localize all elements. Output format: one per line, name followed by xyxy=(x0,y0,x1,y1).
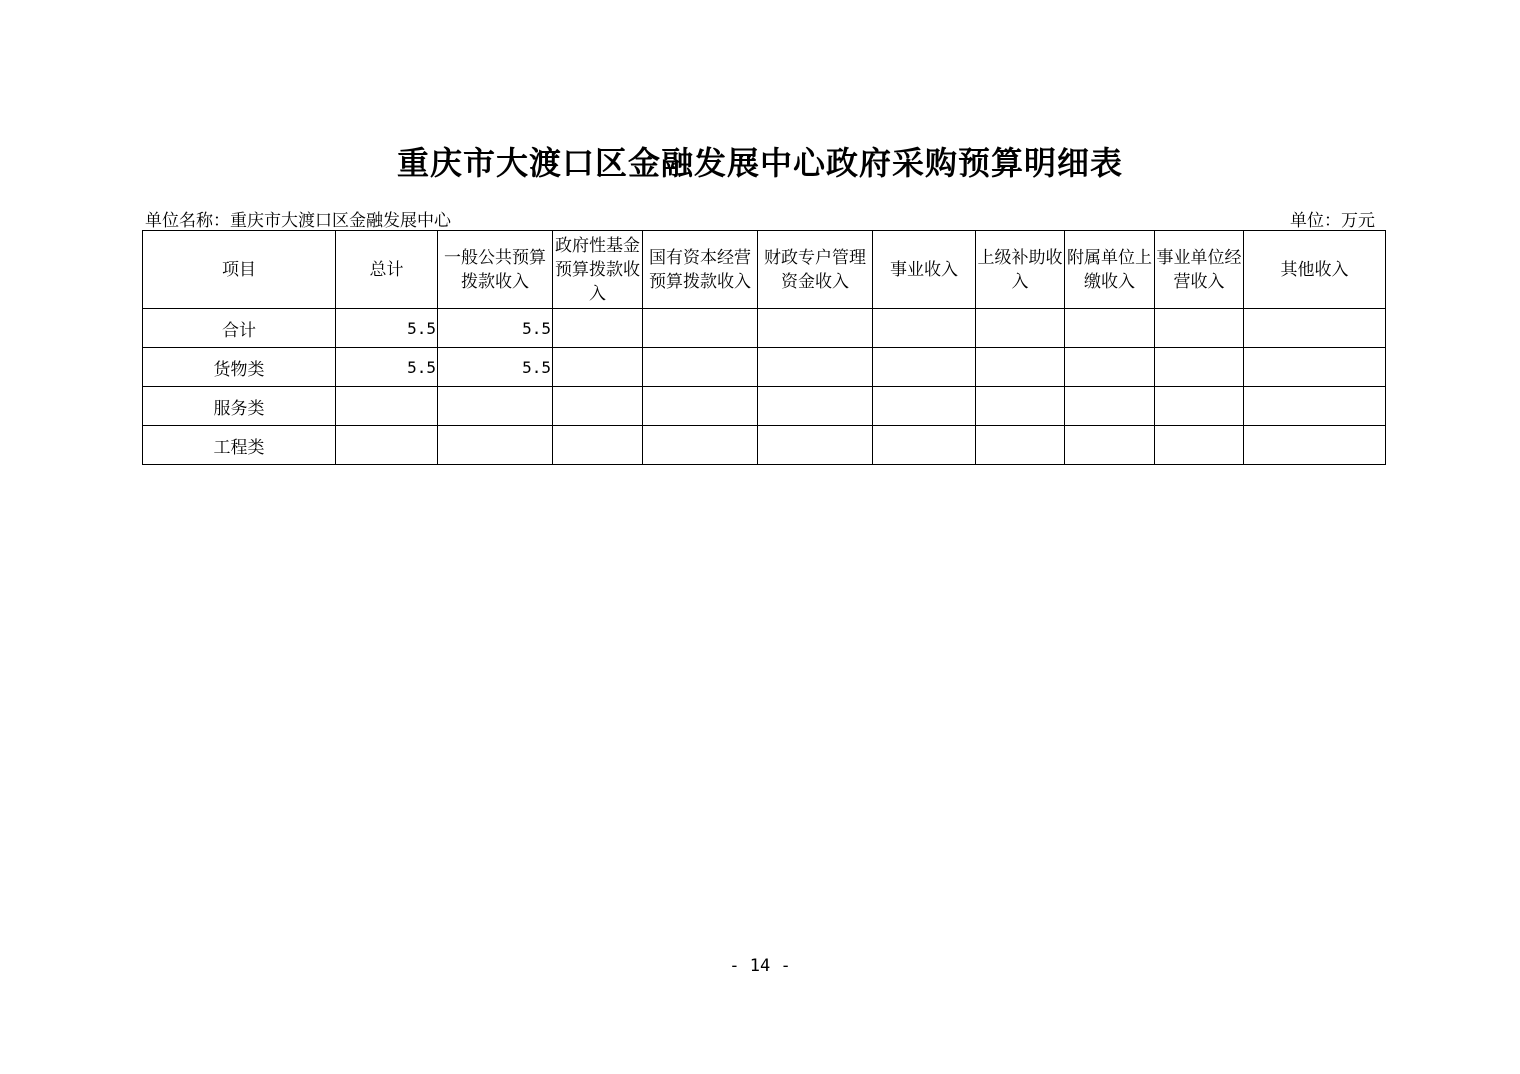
cell-gov-fund xyxy=(553,426,643,465)
cell-state-capital xyxy=(643,348,758,387)
cell-special-account xyxy=(758,387,873,426)
cell-superior-subsidy xyxy=(976,309,1065,348)
table-row xyxy=(143,387,1386,426)
header-state-capital: 国有资本经营预算拨款收入 xyxy=(643,231,758,309)
header-special-account: 财政专户管理资金收入 xyxy=(758,231,873,309)
table-row xyxy=(143,348,1386,387)
header-subordinate-remit: 附属单位上缴收入 xyxy=(1065,231,1155,309)
cell-operating-income xyxy=(1155,309,1244,348)
cell-subordinate-remit xyxy=(1065,387,1155,426)
page-title: 重庆市大渡口区金融发展中心政府采购预算明细表 xyxy=(396,144,1123,182)
cell-business-income xyxy=(873,348,976,387)
cell-subordinate-remit xyxy=(1065,348,1155,387)
cell-business-income xyxy=(873,387,976,426)
cell-total: 5.5 xyxy=(336,348,438,387)
header-total: 总计 xyxy=(336,231,438,309)
cell-state-capital xyxy=(643,309,758,348)
cell-business-income xyxy=(873,309,976,348)
table-row xyxy=(143,309,1386,348)
cell-gov-fund xyxy=(553,348,643,387)
row-item-label: 货物类 xyxy=(143,348,336,387)
cell-total: 5.5 xyxy=(336,309,438,348)
cell-general-budget xyxy=(438,426,553,465)
cell-superior-subsidy xyxy=(976,348,1065,387)
cell-general-budget: 5.5 xyxy=(438,348,553,387)
cell-superior-subsidy xyxy=(976,387,1065,426)
procurement-budget-table xyxy=(142,230,1386,465)
unit-measure-label: 单位：万元 xyxy=(1290,211,1375,231)
row-item-label: 工程类 xyxy=(143,426,336,465)
header-other-income: 其他收入 xyxy=(1244,231,1386,309)
row-item-label: 合计 xyxy=(143,309,336,348)
cell-subordinate-remit xyxy=(1065,309,1155,348)
cell-other-income xyxy=(1244,348,1386,387)
cell-general-budget xyxy=(438,387,553,426)
cell-operating-income xyxy=(1155,348,1244,387)
cell-state-capital xyxy=(643,426,758,465)
cell-special-account xyxy=(758,348,873,387)
page-number: - 14 - xyxy=(729,956,791,976)
cell-other-income xyxy=(1244,426,1386,465)
cell-state-capital xyxy=(643,387,758,426)
table-row xyxy=(143,426,1386,465)
header-gov-fund: 政府性基金预算拨款收入 xyxy=(553,231,643,309)
cell-special-account xyxy=(758,309,873,348)
cell-general-budget: 5.5 xyxy=(438,309,553,348)
cell-special-account xyxy=(758,426,873,465)
header-business-income: 事业收入 xyxy=(873,231,976,309)
cell-gov-fund xyxy=(553,387,643,426)
cell-operating-income xyxy=(1155,426,1244,465)
header-item: 项目 xyxy=(143,231,336,309)
header-general-budget: 一般公共预算拨款收入 xyxy=(438,231,553,309)
cell-operating-income xyxy=(1155,387,1244,426)
table-header-row xyxy=(143,231,1386,309)
cell-subordinate-remit xyxy=(1065,426,1155,465)
cell-total xyxy=(336,387,438,426)
header-operating-income: 事业单位经营收入 xyxy=(1155,231,1244,309)
cell-total xyxy=(336,426,438,465)
unit-name-label: 单位名称：重庆市大渡口区金融发展中心 xyxy=(145,211,451,231)
cell-superior-subsidy xyxy=(976,426,1065,465)
cell-other-income xyxy=(1244,387,1386,426)
header-superior-subsidy: 上级补助收入 xyxy=(976,231,1065,309)
row-item-label: 服务类 xyxy=(143,387,336,426)
cell-other-income xyxy=(1244,309,1386,348)
cell-business-income xyxy=(873,426,976,465)
cell-gov-fund xyxy=(553,309,643,348)
